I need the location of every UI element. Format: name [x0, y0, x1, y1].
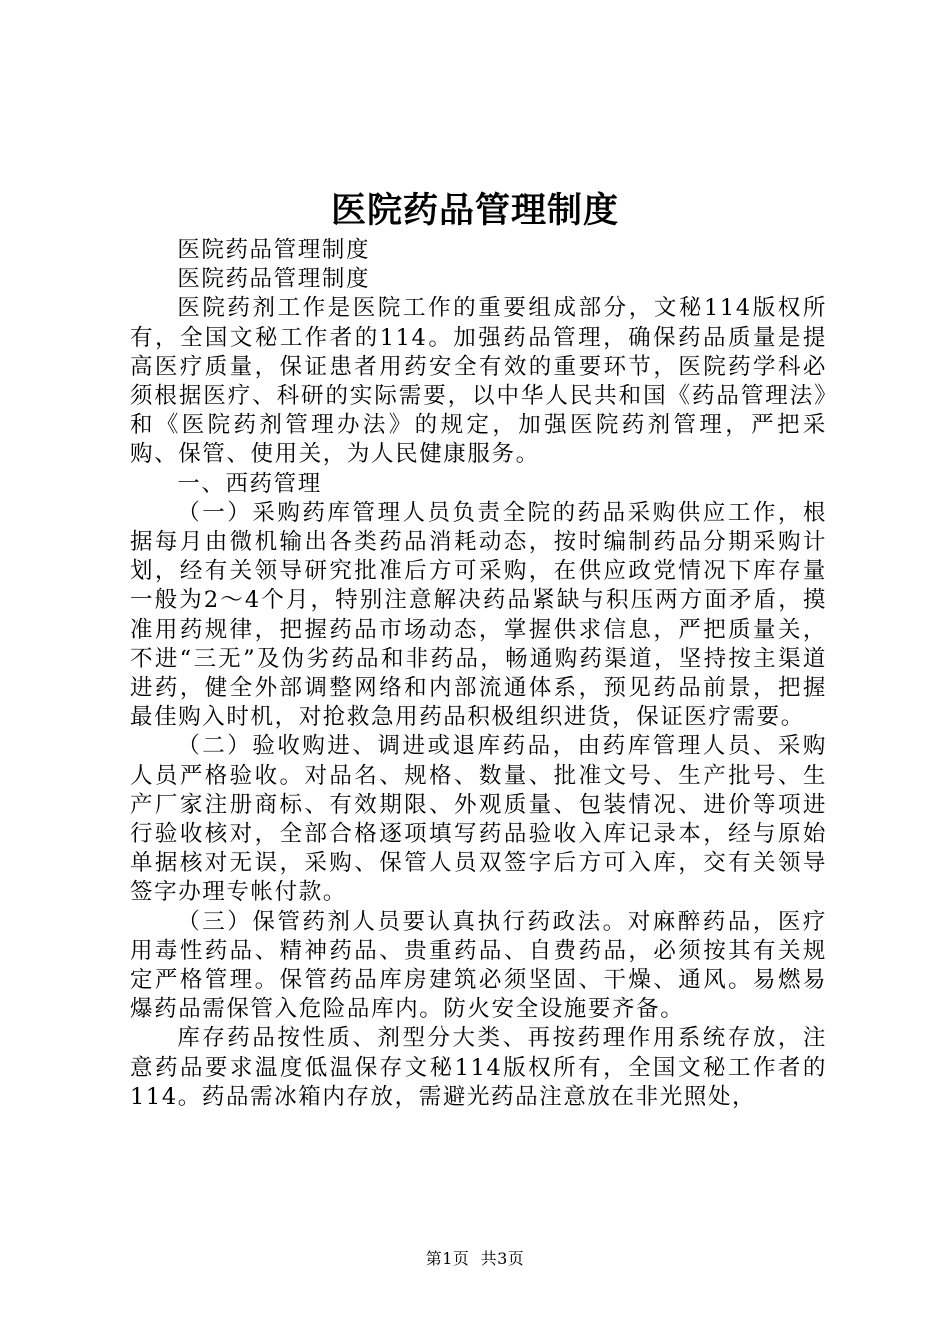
subtitle-line: 医院药品管理制度 — [177, 266, 371, 293]
body-paragraph: 库存药品按性质、剂型分大类、再按药理作用系统存放，注意药品要求温度低温保存文秘114版权所有，全国文秘工作者的114。药品需冰箱内存放，需避光药品注意放在非光照处， — [130, 1025, 827, 1110]
body-paragraph: （二）验收购进、调进或退库药品，由药库管理人员、采购人员严格验收。对品名、规格、数量、批准文号、生产批号、生产厂家注册商标、有效期限、外观质量、包装情况、进价等项进行验收核对，全部合格逐项填写药品验收入库记录本，经与原始单据核对无误，采购、保管人员双签字后方可入库，交有关领导签字办理专帐付款。 — [130, 733, 827, 906]
section-heading: 一、西药管理 — [177, 470, 322, 497]
page-footer — [0, 1246, 950, 1269]
page-indicator: 第1页 共3页 — [425, 1249, 525, 1268]
subtitle-line: 医院药品管理制度 — [177, 237, 371, 263]
intro-paragraph: 医院药剂工作是医院工作的重要组成部分，文秘114版权所有，全国文秘工作者的114。加强药品管理，确保药品质量是提高医疗质量，保证患者用药安全有效的重要环节，医院药学科必须根据医疗、科研的实际需要，以中华人民共和国《药品管理法》和《医院药剂管理办法》的规定，加强医院药剂管理，严把采购、保管、使用关，为人民健康服务。 — [130, 295, 827, 468]
body-paragraph: （一）采购药库管理人员负责全院的药品采购供应工作，根据每月由微机输出各类药品消耗动态，按时编制药品分期采购计划，经有关领导研究批准后方可采购，在供应政党情况下库存量一般为2～4个月，特别注意解决药品紧缺与积压两方面矛盾，摸准用药规律，把握药品市场动态，掌握供求信息，严把质量关，不进“三无”及伪劣药品和非药品，畅通购药渠道，坚持按主渠道进药，健全外部调整网络和内部流通体系，预见药品前景，把握最佳购入时机，对抢救急用药品积极组织进货，保证医疗需要。 — [130, 499, 827, 731]
body-paragraph: （三）保管药剂人员要认真执行药政法。对麻醉药品，医疗用毒性药品、精神药品、贵重药品、自费药品，必须按其有关规定严格管理。保管药品库房建筑必须坚固、干燥、通风。易燃易爆药品需保管入危险品库内。防火安全设施要齐备。 — [130, 908, 827, 1023]
document-body — [130, 236, 827, 1112]
document-title: 医院药品管理制度 — [330, 190, 619, 231]
